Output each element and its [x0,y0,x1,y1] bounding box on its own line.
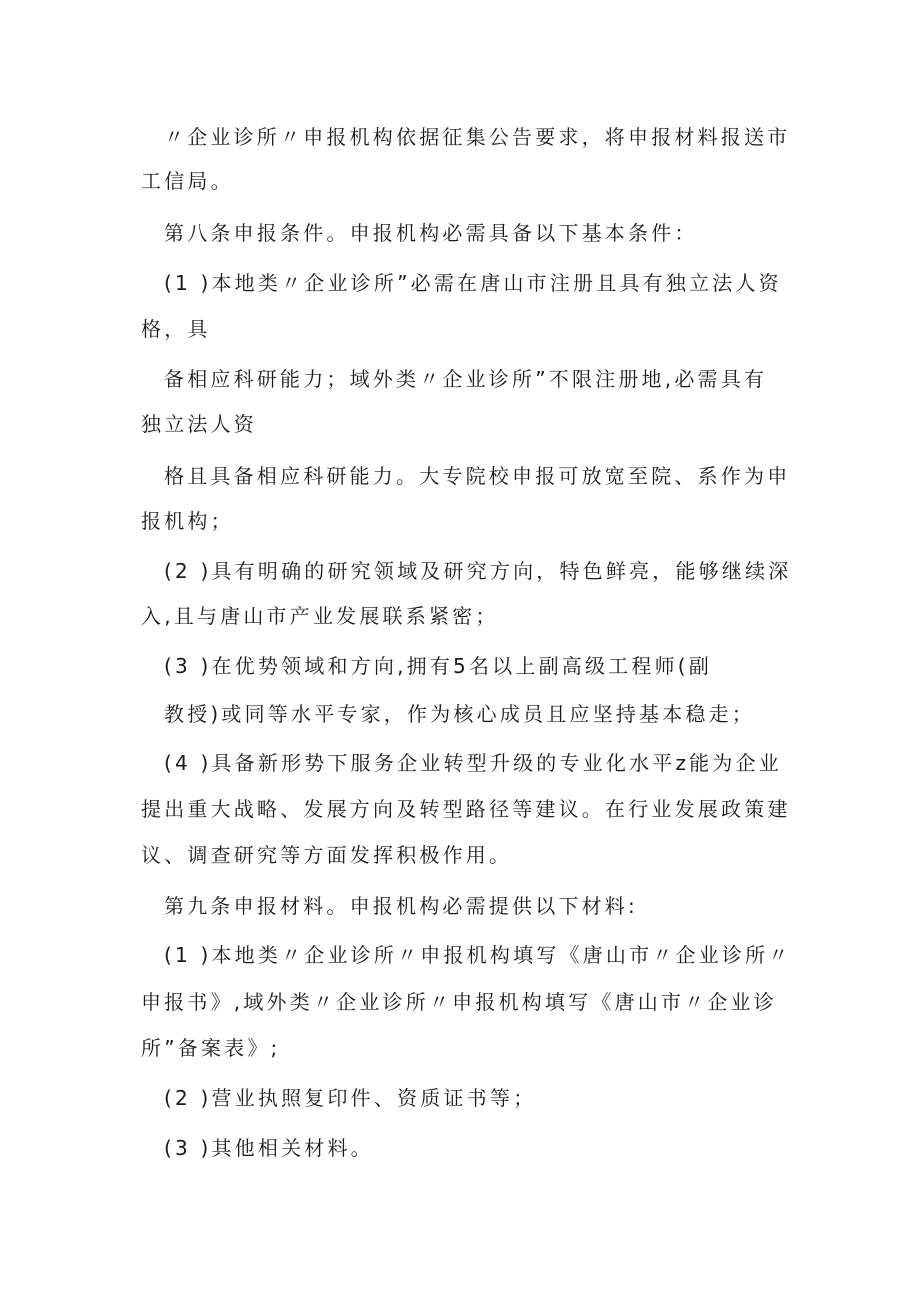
text-line: (1 )本地类〃企业诊所〃申报机构填写《唐山市〃企业诊所〃 [164,943,792,967]
text-line: 入,且与唐山市产业发展联系紧密； [141,604,499,628]
text-line: 备相应科研能力；域外类〃企业诊所”不限注册地,必需具有 [164,367,768,391]
text-line: 提出重大战略、发展方向及转型路径等建议。在行业发展政策建 [141,797,791,821]
text-line: 报机构； [141,509,234,533]
text-line: 申报书》,域外类〃企业诊所〃申报机构填写《唐山市〃企业诊 [141,990,777,1014]
text-line: 教授)或同等水平专家，作为核心成员且应坚持基本稳走； [164,702,756,726]
text-line: 〃企业诊所〃申报机构依据征集公告要求，将申报材料报送市 [164,125,791,149]
text-line: 格，具 [141,317,211,341]
text-line: 第九条申报材料。申报机构必需提供以下材料: [164,894,638,918]
text-line: (1 )本地类〃企业诊所”必需在唐山市注册且具有独立法人资 [164,271,782,295]
text-line: (2 )营业执照复印件、资质证书等； [164,1086,537,1110]
text-line: 工信局。 [141,169,234,193]
text-line: 格且具备相应科研能力。大专院校申报可放宽至院、系作为申 [164,464,791,488]
text-line: (2 )具有明确的研究领域及研究方向，特色鲜亮，能够继续深 [164,559,792,583]
text-line: (3 )在优势领域和方向,拥有5名以上副高级工程师(副 [164,654,712,678]
text-line: (4 )具备新形势下服务企业转型升级的专业化水平z能为企业 [164,751,782,775]
text-line: 议、调查研究等方面发挥积极作用。 [141,843,513,867]
text-line: 所”备案表》; [141,1036,281,1060]
text-line: (3 )其他相关材料。 [164,1136,374,1160]
text-line: 独立法人资 [141,412,257,436]
text-line: 第八条申报条件。申报机构必需具备以下基本条件： [164,221,698,245]
